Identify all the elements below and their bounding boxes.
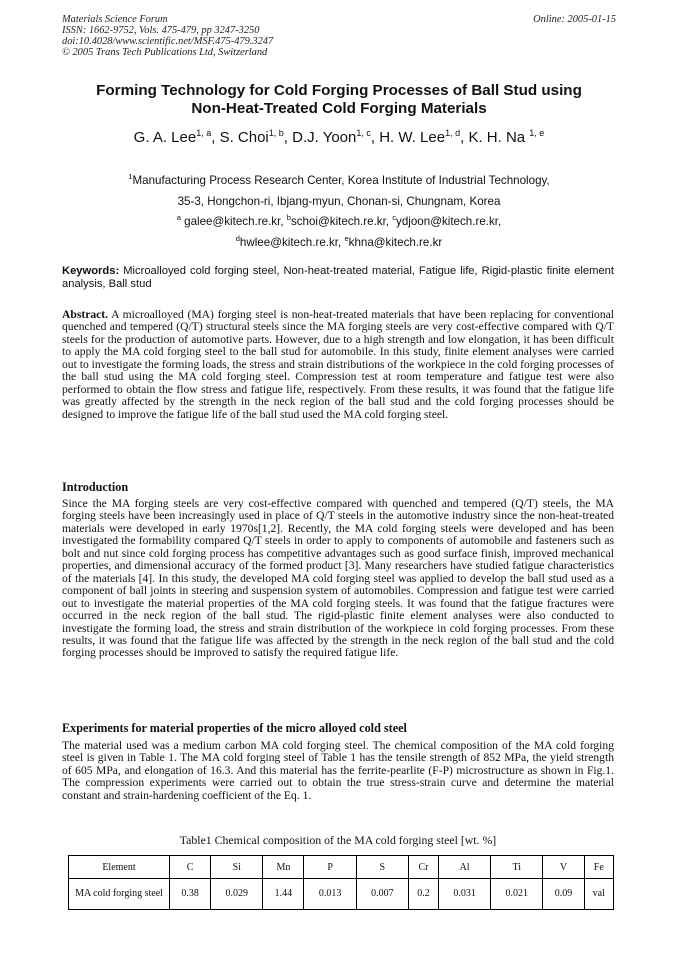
table-cell: 0.029 xyxy=(211,879,263,910)
table-header-cell: Si xyxy=(211,856,263,879)
email-marker: e xyxy=(344,233,349,243)
email-marker: a xyxy=(176,213,181,223)
table-cell: MA cold forging steel xyxy=(69,879,170,910)
table-cell: 0.007 xyxy=(356,879,408,910)
chemical-composition-table xyxy=(68,855,614,910)
table-header-cell: Ti xyxy=(491,856,543,879)
table-header-cell: Al xyxy=(438,856,490,879)
copyright: © 2005 Trans Tech Publications Ltd, Switzerland xyxy=(62,47,268,58)
author-affil-marker: 1, b xyxy=(268,128,284,138)
table-cell: 0.09 xyxy=(543,879,584,910)
table-cell: 0.2 xyxy=(408,879,438,910)
author-separator: , xyxy=(370,129,380,146)
table-header-row xyxy=(69,856,614,879)
table-header-cell: C xyxy=(170,856,211,879)
email-address: galee@kitech.re.kr, xyxy=(180,215,287,229)
doi: doi:10.4028/www.scientific.net/MSF.475-479.3247 xyxy=(62,36,274,47)
table-header-cell: Mn xyxy=(263,856,304,879)
email-marker: d xyxy=(235,233,240,243)
affiliation-institute: Manufacturing Process Research Center, Korea Institute of Industrial Technology, xyxy=(132,174,550,187)
abstract xyxy=(62,309,614,421)
table-header-cell: Element xyxy=(69,856,170,879)
table-header-cell: Fe xyxy=(584,856,613,879)
table-caption: Table1 Chemical composition of the MA cold forging steel [wt. %] xyxy=(179,833,497,847)
table-header-cell: S xyxy=(356,856,408,879)
author-affil-marker: 1, a xyxy=(196,128,212,138)
publication-meta xyxy=(62,14,616,58)
affiliation-marker: 1 xyxy=(128,172,133,181)
affiliation-line-1 xyxy=(62,171,616,192)
author-name: S. Choi xyxy=(219,129,269,146)
title-line-2: Non-Heat-Treated Cold Forging Materials xyxy=(191,100,487,117)
table-header-cell: V xyxy=(543,856,584,879)
author-separator: , xyxy=(211,129,220,146)
table-cell: 1.44 xyxy=(263,879,304,910)
affiliation-address: 35-3, Hongchon-ri, Ibjang-myun, Chonan-si, Chungnam, Korea xyxy=(177,194,501,208)
email-line-2 xyxy=(62,233,616,254)
issn: ISSN: 1662-9752, Vols. 475-479, pp 3247-3250 xyxy=(62,25,260,36)
experiments-text: The material used was a medium carbon MA cold forging steel. The chemical composition of the MA cold forging steel is given in Table 1. The MA cold forging steel of Table 1 has the tensile strength of 852 MPa, the yield strength of 605 MPa, and elongation of 16.3. And this material has the ferrite-pearlite (F-P) microstructure as shown in Fig.1. The compression experiments were carried out to obtain the true stress-strain curve and determine the material constant and strain-hardening coefficient of the Eq. 1. xyxy=(62,739,614,802)
table-row xyxy=(69,879,614,910)
table-cell: 0.013 xyxy=(304,879,356,910)
author-name: K. H. Na xyxy=(468,129,530,146)
affiliation-block xyxy=(62,171,616,253)
table-header-cell: P xyxy=(304,856,356,879)
author-affil-marker: 1, e xyxy=(529,128,545,138)
email-marker: c xyxy=(392,213,397,223)
email-address: hwlee@kitech.re.kr, xyxy=(239,235,345,249)
title-line-1: Forming Technology for Cold Forging Processes of Ball Stud using xyxy=(96,82,582,99)
keywords-text: Microalloyed cold forging steel, Non-heat-treated material, Fatigue life, Rigid-plastic finite element analysis, Ball stud xyxy=(62,265,614,290)
table-cell: 0.031 xyxy=(438,879,490,910)
author-affil-marker: 1, c xyxy=(356,128,371,138)
introduction-heading: Introduction xyxy=(62,480,129,494)
abstract-text: A microalloyed (MA) forging steel is non-heat-treated materials that have been replacing for conventional quenched and tempered (Q/T) structural steels since the MA forging steels are very cost-effective compared with Q/T steels for the production of automotive parts. However, due to a high strength and low elongation, it has been difficult to apply the MA cold forging steel to the ball stud for automobile. In this study, finite element analyses were carried out to investigate the forming loads, the stress and strain distributions of the workpiece in the cold forging processes of the ball stud using the MA cold forging steel. Compression test at room temperature and fatigue test were also performed to obtain the flow stress and fatigue life, respectively. From these results, it was found that the fatigue life was greatly affected by the strength in the neck region of the ball stud and the cold forging processes should be designed to improve the fatigue life of the ball stud used the MA cold forging steel. xyxy=(62,308,614,421)
author-separator: , xyxy=(283,129,293,146)
author-separator: , xyxy=(460,129,469,146)
email-address: schoi@kitech.re.kr, xyxy=(290,215,393,229)
table-header-cell: Cr xyxy=(408,856,438,879)
experiments-heading: Experiments for material properties of the micro alloyed cold steel xyxy=(62,721,407,735)
email-address: ydjoon@kitech.re.kr, xyxy=(396,215,502,229)
email-marker: b xyxy=(286,213,291,223)
author-name: D.J. Yoon xyxy=(292,129,357,146)
author-affil-marker: 1, d xyxy=(445,128,461,138)
email-line-1 xyxy=(62,212,616,233)
journal-name: Materials Science Forum xyxy=(62,14,168,25)
online-date: Online: 2005-01-15 xyxy=(533,14,616,25)
table-cell: 0.021 xyxy=(491,879,543,910)
paper-title xyxy=(62,82,616,118)
author-name: G. A. Lee xyxy=(133,129,197,146)
email-address: khna@kitech.re.kr xyxy=(348,235,443,249)
table-cell: 0.38 xyxy=(170,879,211,910)
keywords xyxy=(62,265,614,291)
abstract-label: Abstract. xyxy=(62,308,109,321)
author-name: H. W. Lee xyxy=(379,129,446,146)
introduction-text: Since the MA forging steels are very cost-effective compared with quenched and tempered (Q/T) steels, the MA forging steels have been increasingly used in place of Q/T steels in the automotive industry since the non-heat-treated materials were developed in early 1970s[1,2]. Recently, the MA cold forging steels were developed and has been investigated the formability compared Q/T steels in order to apply to components of automobile and fasteners such as bolt and nut since cold forging process has competitive advantages such as good surface finish, improved mechanical properties, and dimensional accuracy of the formed product [3]. Many researchers have studied fatigue characteristics of the materials [4]. In this study, the developed MA cold forging steel was applied to develop the ball stud used as a component of ball joints in steering and suspension system of automobiles. Compression and fatigue test were carried out to investigate the material properties of the MA cold forging steels. It was found that the fatigue fractures were occurred in the neck region of the ball stud. The rigid-plastic finite element analyses were also conducted to investigate the forming load, the stress and strain distribution of the workpiece in cold forging processes. From these results, it was found that the fatigue life was affected by the strength in the neck region of the ball stud and the cold forging processes should be improved to satisfy the required fatigue life. xyxy=(62,497,614,660)
table-cell: val xyxy=(584,879,613,910)
keywords-label: Keywords: xyxy=(62,265,120,277)
author-list xyxy=(62,128,616,148)
